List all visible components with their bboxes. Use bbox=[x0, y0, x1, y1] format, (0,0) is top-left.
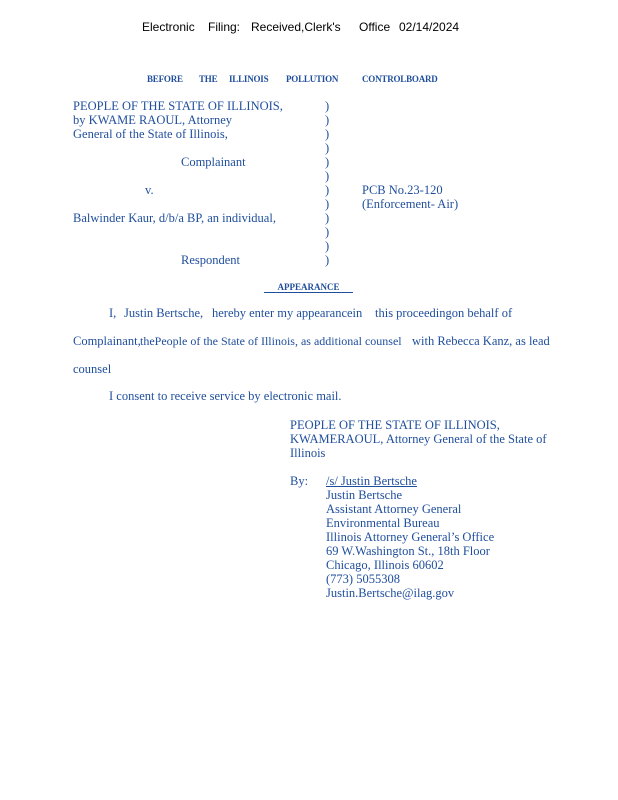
attorney-email[interactable]: Justin.Bertsche@ilag.gov bbox=[326, 586, 455, 600]
body-line-3: counsel bbox=[73, 362, 112, 376]
before-word-1: BEFORE bbox=[147, 74, 183, 84]
case-number: PCB No.23-120 bbox=[362, 183, 443, 197]
attorney-title: Assistant Attorney General bbox=[326, 502, 462, 516]
attorney-name: Justin Bertsche bbox=[326, 488, 403, 502]
before-word-3: ILLINOIS bbox=[229, 74, 269, 84]
caption-paren: ) bbox=[325, 113, 330, 127]
body-line-2b: thePeople of the State of Illinois, as additional counsel bbox=[140, 334, 402, 348]
defendant-name: Balwinder Kaur, d/b/a BP, an individual, bbox=[73, 211, 276, 225]
by-label: By: bbox=[290, 474, 309, 488]
attorney-phone: (773) 5055308 bbox=[326, 572, 400, 586]
header-electronic: Electronic bbox=[142, 20, 195, 34]
caption-paren: ) bbox=[325, 239, 330, 253]
caption-paren: ) bbox=[325, 141, 330, 155]
attorney-bureau: Environmental Bureau bbox=[326, 516, 440, 530]
respondent-label: Respondent bbox=[181, 253, 241, 267]
body-line-4: I consent to receive service by electronic mail. bbox=[109, 389, 342, 403]
caption-paren: ) bbox=[325, 169, 330, 183]
signature-line-2: KWAMERAOUL, Attorney General of the State of bbox=[290, 432, 547, 446]
caption-paren: ) bbox=[325, 183, 330, 197]
attorney-office: Illinois Attorney General’s Office bbox=[326, 530, 495, 544]
attorney-city: Chicago, Illinois 60602 bbox=[326, 558, 444, 572]
caption-paren: ) bbox=[325, 155, 330, 169]
caption-paren: ) bbox=[325, 99, 330, 113]
body-line-2a: Complainant, bbox=[73, 334, 141, 348]
plaintiff-line-2: by KWAME RAOUL, Attorney bbox=[73, 113, 233, 127]
body-line-1b: Justin Bertsche, bbox=[124, 306, 204, 320]
header-filing: Filing: bbox=[208, 20, 241, 34]
body-line-2c: with Rebecca Kanz, as lead bbox=[412, 334, 550, 348]
attorney-street: 69 W.Washington St., 18th Floor bbox=[326, 544, 490, 558]
versus: v. bbox=[145, 183, 154, 197]
caption-paren: ) bbox=[325, 225, 330, 239]
caption-paren: ) bbox=[325, 127, 330, 141]
case-type: (Enforcement- Air) bbox=[362, 197, 459, 211]
caption-paren: ) bbox=[325, 211, 330, 225]
body-line-1d: this proceedingon behalf of bbox=[375, 306, 513, 320]
before-word-4: POLLUTION bbox=[286, 74, 339, 84]
before-word-5: CONTROLBOARD bbox=[362, 74, 438, 84]
complainant-label: Complainant bbox=[181, 155, 246, 169]
plaintiff-line-1: PEOPLE OF THE STATE OF ILLINOIS, bbox=[73, 99, 283, 113]
signature-line-3: Illinois bbox=[290, 446, 326, 460]
signature-line-1: PEOPLE OF THE STATE OF ILLINOIS, bbox=[290, 418, 500, 432]
header-date: 02/14/2024 bbox=[399, 20, 460, 34]
caption-paren: ) bbox=[325, 197, 330, 211]
before-word-2: THE bbox=[199, 74, 218, 84]
plaintiff-line-3: General of the State of Illinois, bbox=[73, 127, 228, 141]
filing-header bbox=[0, 0, 618, 40]
header-office: Office bbox=[359, 20, 391, 34]
caption-paren: ) bbox=[325, 253, 330, 267]
appearance-title: APPEARANCE bbox=[264, 282, 353, 293]
header-received: Received,Clerk's bbox=[251, 20, 341, 34]
body-line-1c: hereby enter my appearancein bbox=[212, 306, 363, 320]
body-line-1a: I, bbox=[109, 306, 117, 320]
electronic-signature: /s/ Justin Bertsche bbox=[326, 474, 417, 488]
